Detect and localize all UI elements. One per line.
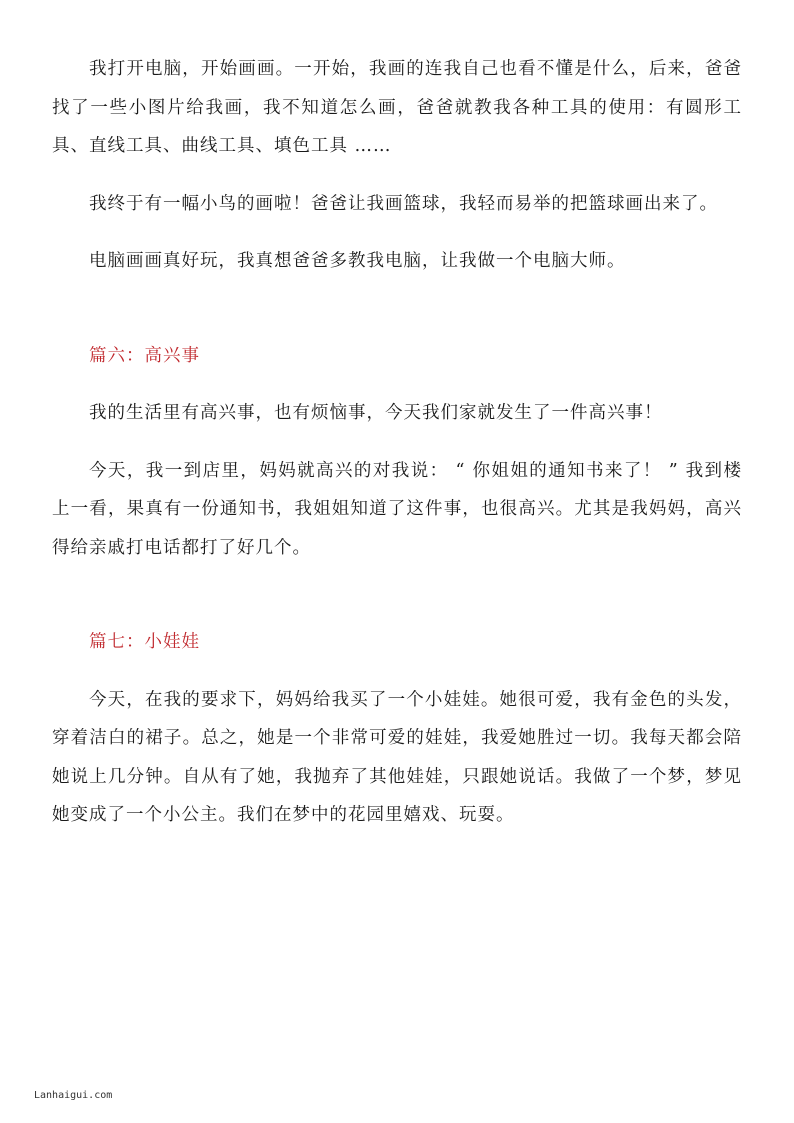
document-page xyxy=(52,50,742,854)
paragraph: 电脑画画真好玩，我真想爸爸多教我电脑，让我做一个电脑大师。 xyxy=(89,251,626,271)
section-heading: 篇七：小娃娃 xyxy=(89,632,200,652)
paragraph: 我终于有一幅小鸟的画啦！爸爸让我画篮球，我轻而易举的把篮球画出来了。 xyxy=(89,193,718,214)
section-heading: 篇六：高兴事 xyxy=(89,345,200,366)
footer-watermark: Lanhaigui.com xyxy=(34,1090,113,1101)
paragraph: 我的生活里有高兴事，也有烦恼事，今天我们家就发生了一件高兴事！ xyxy=(89,403,663,423)
paragraph: 今天，我一到店里，妈妈就高兴的对我说： “ 你姐姐的通知书来了！ ” 我到楼上一看，果真有一份通知书，我姐姐知道了这件事，也很高兴。尤其是我妈妈，高兴得给亲戚打电话都打了好几个。 xyxy=(52,460,742,558)
paragraph: 我打开电脑，开始画画。一开始，我画的连我自己也看不懂是什么，后来，爸爸找了一些小图片给我画，我不知道怎么画，爸爸就教我各种工具的使用：有圆形工具、直线工具、曲线工具、填色工具 …… xyxy=(52,59,742,156)
paragraph: 今天，在我的要求下，妈妈给我买了一个小娃娃。她很可爱，我有金色的头发，穿着洁白的裙子。总之，她是一个非常可爱的娃娃，我爱她胜过一切。我每天都会陪她说上几分钟。自从有了她，我抛弃了其他娃娃，只跟她说话。我做了一个梦，梦见她变成了一个小公主。我们在梦中的花园里嬉戏、玩耍。 xyxy=(52,689,742,825)
